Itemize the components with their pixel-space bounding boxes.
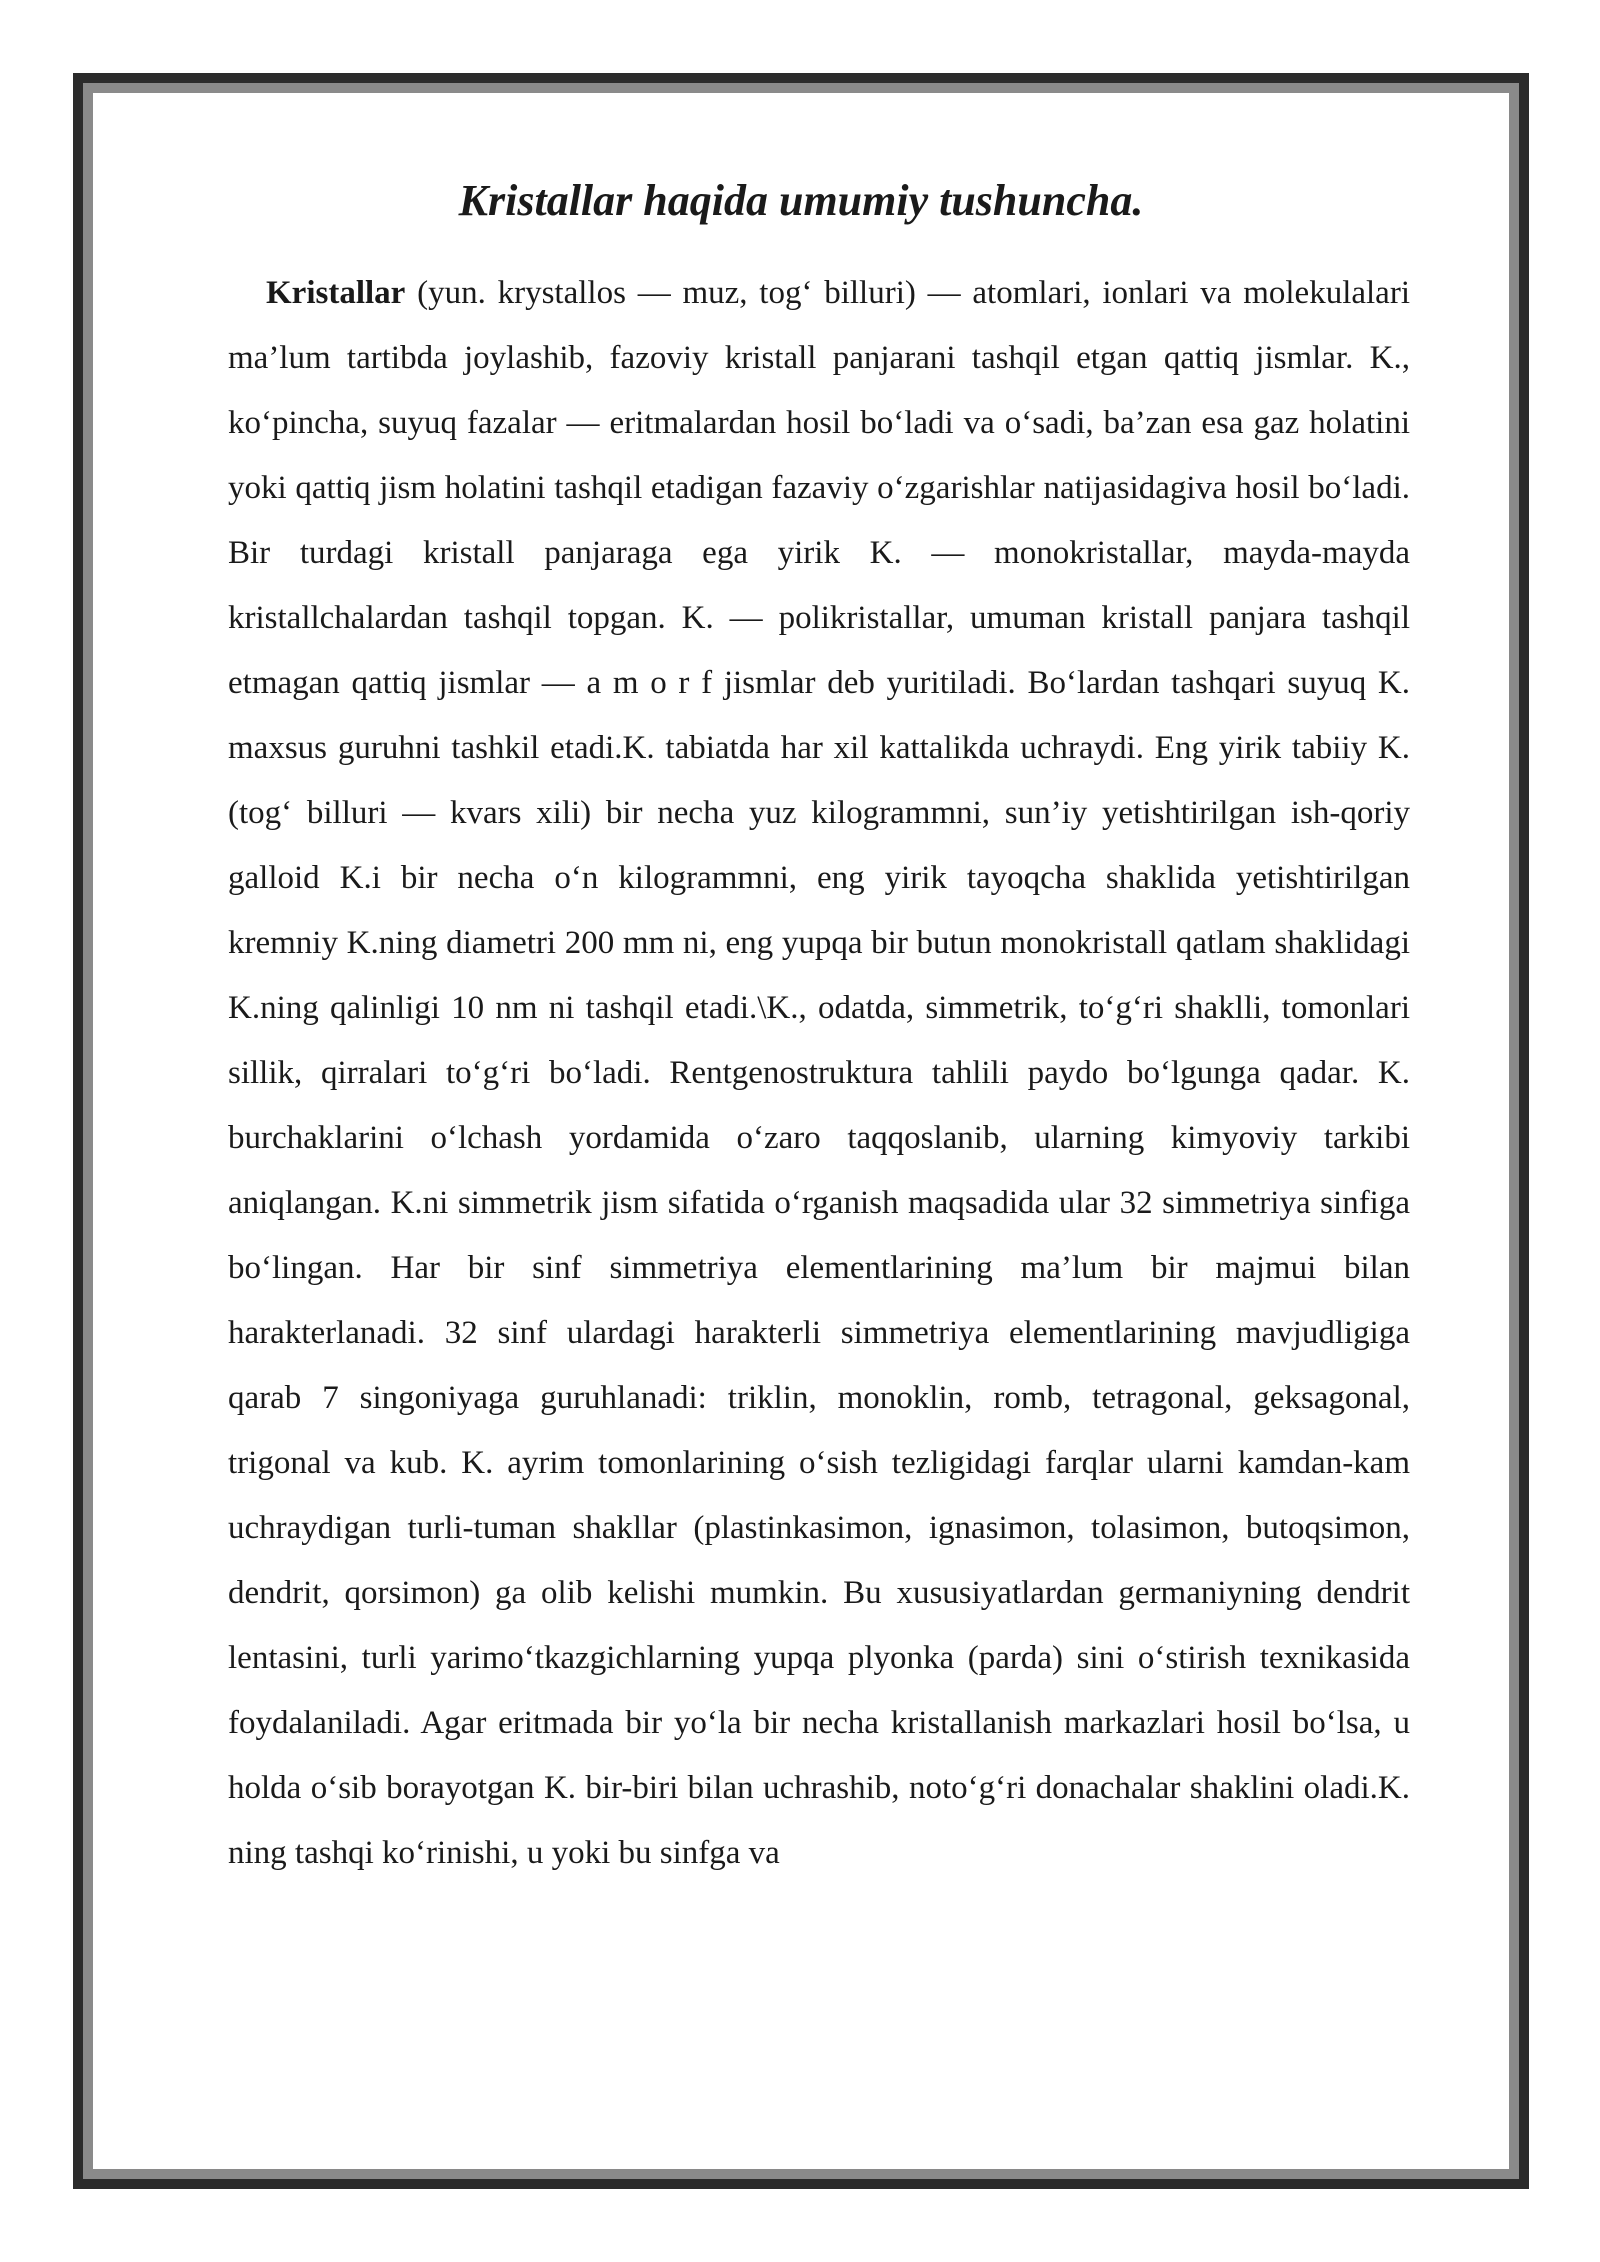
document-title: Kristallar haqida umumiy tushuncha. (458, 176, 1144, 225)
page-frame (73, 73, 1529, 2189)
document-page (93, 93, 1509, 2169)
body-paragraph (228, 261, 1410, 1886)
body-text: (yun. krystallos — muz, tog‘ billuri) — atomlari, ionlari va molekulalari ma’lum tartibda joylashib, fazoviy kristall panjarani tashqil etgan qattiq jismlar. K., ko‘pincha, suyuq fazalar — eritmalardan hosil bo‘ladi va o‘sadi, ba’zan esa gaz holatini yoki qattiq jism holatini tashqil etadigan fazaviy o‘zgarishlar natijasidagiva hosil bo‘ladi. Bir turdagi kristall panjaraga ega yirik K. — monokristallar, mayda-mayda kristallchalardan tashqil topgan. K. — polikristallar, umuman kristall panjara tashqil etmagan qattiq jismlar — a m o r f jismlar deb yuritiladi. Bo‘lardan tashqari suyuq K. maxsus guruhni tashkil etadi.K. tabiatda har xil kattalikda uchraydi. Eng yirik tabiiy K. (tog‘ billuri — kvars xili) bir necha yuz kilogrammni, sun’iy yetishtirilgan ish-qoriy galloid K.i bir necha o‘n kilogrammni, eng yirik tayoqcha shaklida yetishtirilgan kremniy K.ning diametri 200 mm ni, eng yupqa bir butun monokristall qatlam shaklidagi K.ning qalinligi 10 nm ni tashqil etadi.\K., odatda, simmetrik, to‘g‘ri shaklli, tomonlari sillik, qirralari to‘g‘ri bo‘ladi. Rentgenostruktura tahlili paydo bo‘lgunga qadar. K. burchaklarini o‘lchash yordamida o‘zaro taqqoslanib, ularning kimyoviy tarkibi aniqlangan. K.ni simmetrik jism sifatida o‘rganish maqsadida ular 32 simmetriya sinfiga bo‘lingan. Har bir sinf simmetriya elementlarining ma’lum bir majmui bilan harakterlanadi. 32 sinf ulardagi harakterli simmetriya elementlarining mavjudligiga qarab 7 singoniyaga guruhlanadi: triklin, monoklin, romb, tetragonal, geksagonal, trigonal va kub. K. ayrim tomonlarining o‘sish tezligidagi farqlar ularni kamdan-kam uchraydigan turli-tuman shakllar (plastinkasimon, ignasimon, tolasimon, butoqsimon, dendrit, qorsimon) ga olib kelishi mumkin. Bu xususiyatlardan germaniyning dendrit lentasini, turli yarimo‘tkazgichlarning yupqa plyonka (parda) sini o‘stirish texnikasida foydalaniladi. Agar eritmada bir yo‘la bir necha kristallanish markazlari hosil bo‘lsa, u holda o‘sib borayotgan K. bir-biri bilan uchrashib, noto‘g‘ri donachalar shaklini oladi.K. ning tashqi ko‘rinishi, u yoki bu sinfga va (228, 275, 1410, 1871)
page-frame-inner (83, 83, 1519, 2179)
lead-term: Kristallar (266, 275, 406, 311)
